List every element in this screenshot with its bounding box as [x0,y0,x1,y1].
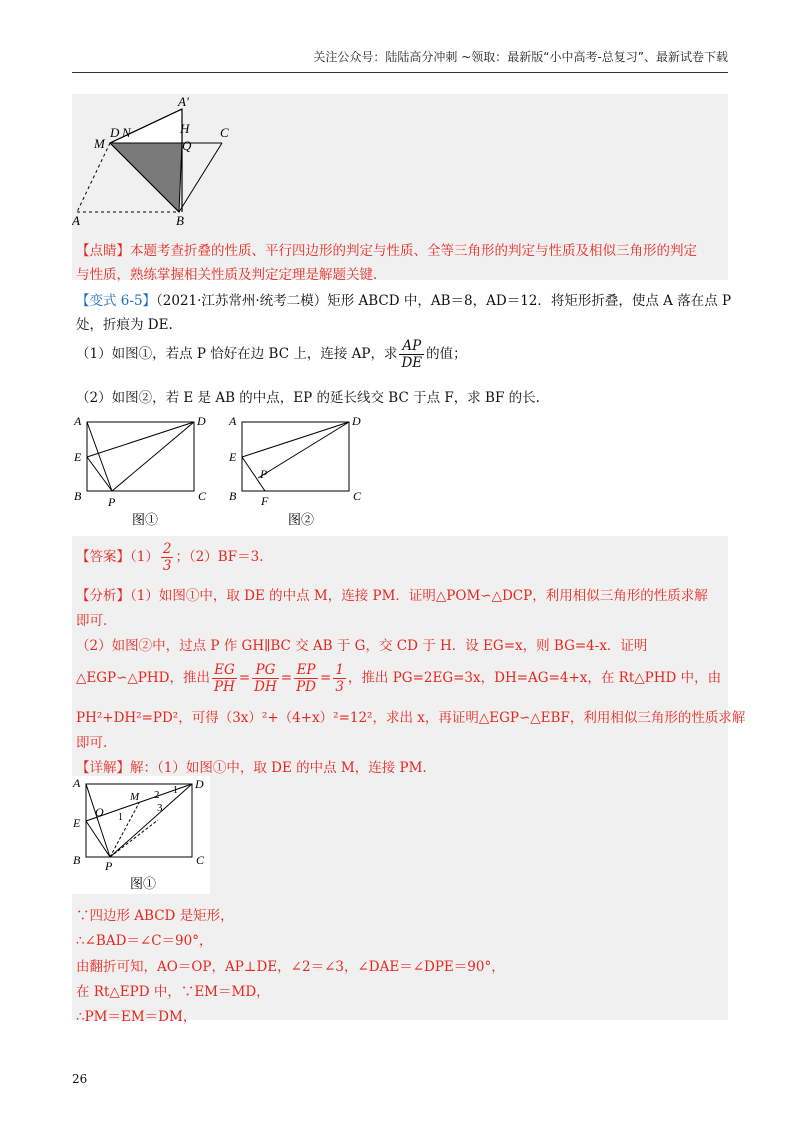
frac-ep-pd [294,662,318,695]
detail-step1: ∵四边形 ABCD 是矩形， [76,908,234,924]
q1-denominator: DE [401,355,423,371]
frac-one-third [333,662,346,695]
fig-label: A [229,414,237,428]
fig-label: D [110,125,120,140]
fig-label: C [353,489,362,503]
analysis-line4-prefix: △EGP∽△PHD，推出 [76,670,210,686]
fig-label: F [261,494,269,508]
fig-label: M [130,791,140,803]
analysis-line4: △EGP∽△PHD，推出 $\frac{EG}{PH}$ = $\frac{PG}{DH}$ = $\frac{EP}{PD}$ = $\frac{1}{3}$ ，推出 PG=2EG=3x，DH=AG=4+x，在 Rt△PHD 中，由 [76,662,722,695]
question-1 [76,338,467,371]
fig-label: C [196,853,205,867]
fig-label: A' [178,94,189,109]
fig-label: B [74,489,82,503]
analysis-line5: PH²+DH²=PD²，可得（3x）²+（4+x）²=12²，求出 x，再证明△EGP∽△EBF，利用相似三角形的性质求解 [76,710,746,726]
q1-fraction [399,338,424,371]
dianjing-text: 本题考查折叠的性质、平行四边形的判定与性质、全等三角形的判定与性质及相似三角形的判定 [130,243,697,259]
fig-label: B [176,213,184,228]
analysis-line3: （2）如图②中，过点 P 作 GH∥BC 交 AB 于 G，交 CD 于 H．设 EG=x，则 BG=4-x．证明 [76,638,648,654]
answer-part1: （1） [130,549,159,565]
fig-label: E [73,816,81,830]
detail-step5: ∴PM＝EM＝DM， [76,1009,197,1025]
dianjing-line1 [76,239,697,259]
fig-label: B [73,853,81,867]
fig-label: M [94,136,105,151]
q1-prefix: （1）如图①，若点 P 恰好在边 BC 上，连接 AP，求 [76,346,398,362]
fig-label: O [95,805,104,819]
q1-suffix: 的值； [426,346,467,362]
problem-tag: 【变式 6-5】 [76,293,157,309]
fig-label: A [73,776,81,790]
detail-line1 [76,756,427,776]
fig-label: C [198,489,207,503]
fig-label: 3 [157,802,163,814]
frac-num: EG [212,662,237,679]
detail-tag: 【详解】 [76,760,130,776]
detail-step2: ∴∠BAD＝∠C＝90°， [76,933,213,949]
answer-part2: ；（2）BF＝3. [175,549,264,565]
fig-label: D [352,414,361,428]
frac-den: 3 [335,679,344,695]
page-number: 26 [72,1072,88,1086]
fig-label: P [108,495,116,509]
answer-line [76,541,263,574]
detail-text: 解：（1）如图①中，取 DE 的中点 M，连接 PM. [130,760,427,776]
fig-label: E [74,450,82,464]
frac-eg-ph [212,662,237,695]
fig-caption: 图② [288,512,315,527]
figure-fold-parallelogram [72,94,252,228]
analysis-line6: 即可. [76,735,108,751]
fig-label: P [260,467,268,481]
fig-label: N [122,125,131,140]
question-2: （2）如图②，若 E 是 AB 的中点，EP 的延长线交 BC 于点 F，求 BF 的长. [76,390,540,406]
analysis-line2: 即可. [76,613,108,629]
frac-den: DH [254,679,277,695]
answer-tag: 【答案】 [76,549,130,565]
fig-label: Q [182,138,192,153]
fig-label: H [180,121,190,136]
dianjing-tag: 【点睛】 [76,243,130,259]
fig-label: D [197,414,206,428]
fig-label: E [229,450,237,464]
problem-text: （2021·江苏常州·统考二模）矩形 ABCD 中，AB＝8，AD＝12．将矩形折叠，使点 A 落在点 P [156,293,732,309]
answer-fraction [161,541,174,574]
header-rule [72,72,728,73]
answer-denominator: 3 [162,558,172,574]
frac-den: PH [213,679,235,695]
frac-num: EP [294,662,318,679]
fig-caption: 图① [132,512,159,527]
figure-2 [226,410,376,532]
fig-caption: 图① [130,876,157,891]
problem-line1 [76,289,731,309]
figure-3 [72,776,212,894]
fig-label: 1 [173,785,178,796]
fig-label: P [105,859,113,873]
fig-label: A [72,213,80,228]
page-header: 关注公众号：陆陆高分冲刺 ~领取：最新版“小中高考-总复习”、最新试卷下载 [313,50,728,64]
problem-line2: 处，折痕为 DE. [76,317,173,333]
fig-label: A [74,414,82,428]
detail-step4: 在 Rt△EPD 中，∵EM＝MD， [76,984,270,1000]
dianjing-line2: 与性质，熟练掌握相关性质及判定定理是解题关键． [76,267,387,283]
fig-label: 1 [118,812,123,823]
frac-num: 1 [335,662,344,678]
figure-1 [72,410,212,532]
fig-label: D [195,777,204,791]
frac-num: PG [252,662,279,679]
frac-pg-dh [252,662,279,695]
fig-label: B [229,489,237,503]
analysis-line4-suffix: ，推出 PG=2EG=3x，DH=AG=4+x，在 Rt△PHD 中，由 [347,670,722,686]
q1-numerator: AP [399,338,424,355]
analysis-text: （1）如图①中，取 DE 的中点 M，连接 PM．证明△POM∽△DCP，利用相似三角形的性质求解 [130,588,708,604]
analysis-line1 [76,584,708,604]
frac-den: PD [296,679,316,695]
answer-numerator: 2 [162,541,172,557]
analysis-tag: 【分析】 [76,588,130,604]
fig-label: 2 [154,789,160,801]
fig-label: C [220,125,229,140]
detail-step3: 由翻折可知，AO＝OP，AP⊥DE，∠2＝∠3，∠DAE＝∠DPE＝90°， [76,959,505,975]
